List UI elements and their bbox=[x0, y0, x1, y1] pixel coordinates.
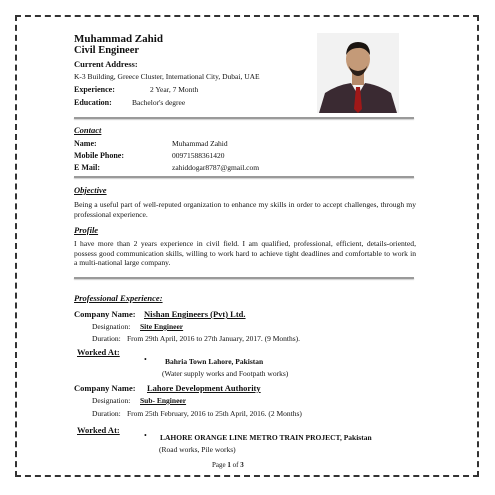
divider bbox=[74, 176, 414, 178]
page-word: Page bbox=[212, 461, 226, 469]
worked-at-label: Worked At: bbox=[77, 347, 120, 357]
duration-label: Duration: bbox=[92, 334, 121, 343]
company-name-value: Lahore Development Authority bbox=[147, 383, 261, 393]
current-address-label: Current Address: bbox=[74, 59, 138, 69]
company-name-value: Nishan Engineers (Pvt) Ltd. bbox=[144, 309, 246, 319]
bullet-icon: • bbox=[144, 431, 147, 440]
contact-email-value: zahiddogar8787@gmail.com bbox=[172, 163, 260, 172]
company-name-label: Company Name: bbox=[74, 309, 136, 319]
resume-page bbox=[15, 15, 479, 477]
objective-heading: Objective bbox=[74, 185, 107, 195]
designation-label: Designation: bbox=[92, 396, 131, 405]
page-current: 1 bbox=[227, 461, 231, 469]
duration-value: From 25th February, 2016 to 25th April, 2016. (2 Months) bbox=[127, 409, 302, 418]
address-text: K-3 Building, Greece Cluster, International City, Dubai, UAE bbox=[74, 72, 260, 81]
project-note: (Road works, Pile works) bbox=[159, 445, 236, 454]
worked-at-label: Worked At: bbox=[77, 425, 120, 435]
contact-name-value: Muhammad Zahid bbox=[172, 139, 228, 148]
profile-photo bbox=[317, 33, 399, 113]
designation-label: Designation: bbox=[92, 322, 131, 331]
profile-heading: Profile bbox=[74, 225, 99, 235]
divider bbox=[74, 277, 414, 279]
duration-value: From 29th April, 2016 to 27th January, 2017. (9 Months). bbox=[127, 334, 301, 343]
divider bbox=[74, 117, 414, 119]
company-name-label: Company Name: bbox=[74, 383, 136, 393]
candidate-title: Civil Engineer bbox=[74, 45, 140, 56]
contact-phone-value: 00971588361420 bbox=[172, 151, 225, 160]
contact-name-label: Name: bbox=[74, 139, 97, 148]
designation-value: Sub- Engineer bbox=[140, 396, 187, 405]
page-total: 3 bbox=[240, 461, 244, 469]
project-name: LAHORE ORANGE LINE METRO TRAIN PROJECT, Pakistan bbox=[160, 433, 372, 442]
education-label: Education: bbox=[74, 98, 112, 107]
project-name: Bahria Town Lahore, Pakistan bbox=[165, 357, 264, 366]
experience-label: Experience: bbox=[74, 85, 115, 94]
profile-text: I have more than 2 years experience in civil field. I am qualified, professional, efficient, details-oriented, possess good communication skills, willing to work hard to achieve tight deadlines and comfortable to work in a multi-national large company. bbox=[74, 239, 416, 268]
of-word: of bbox=[232, 461, 239, 469]
candidate-name: Muhammad Zahid bbox=[74, 33, 163, 45]
duration-label: Duration: bbox=[92, 409, 121, 418]
project-note: (Water supply works and Footpath works) bbox=[162, 369, 289, 378]
experience-heading: Professional Experience: bbox=[74, 293, 163, 303]
experience-value: 2 Year, 7 Month bbox=[150, 85, 199, 94]
bullet-icon: • bbox=[144, 355, 147, 364]
contact-email-label: E Mail: bbox=[74, 163, 100, 172]
objective-text: Being a useful part of well-reputed organization to enhance my skills in order to accept challenges, through my professional experience. bbox=[74, 200, 416, 219]
contact-phone-label: Mobile Phone: bbox=[74, 151, 124, 160]
contact-heading: Contact bbox=[74, 125, 102, 135]
designation-value: Site Engineer bbox=[140, 322, 184, 331]
person-portrait-icon bbox=[317, 33, 399, 113]
page-number bbox=[212, 461, 244, 469]
education-value: Bachelor's degree bbox=[132, 98, 186, 107]
